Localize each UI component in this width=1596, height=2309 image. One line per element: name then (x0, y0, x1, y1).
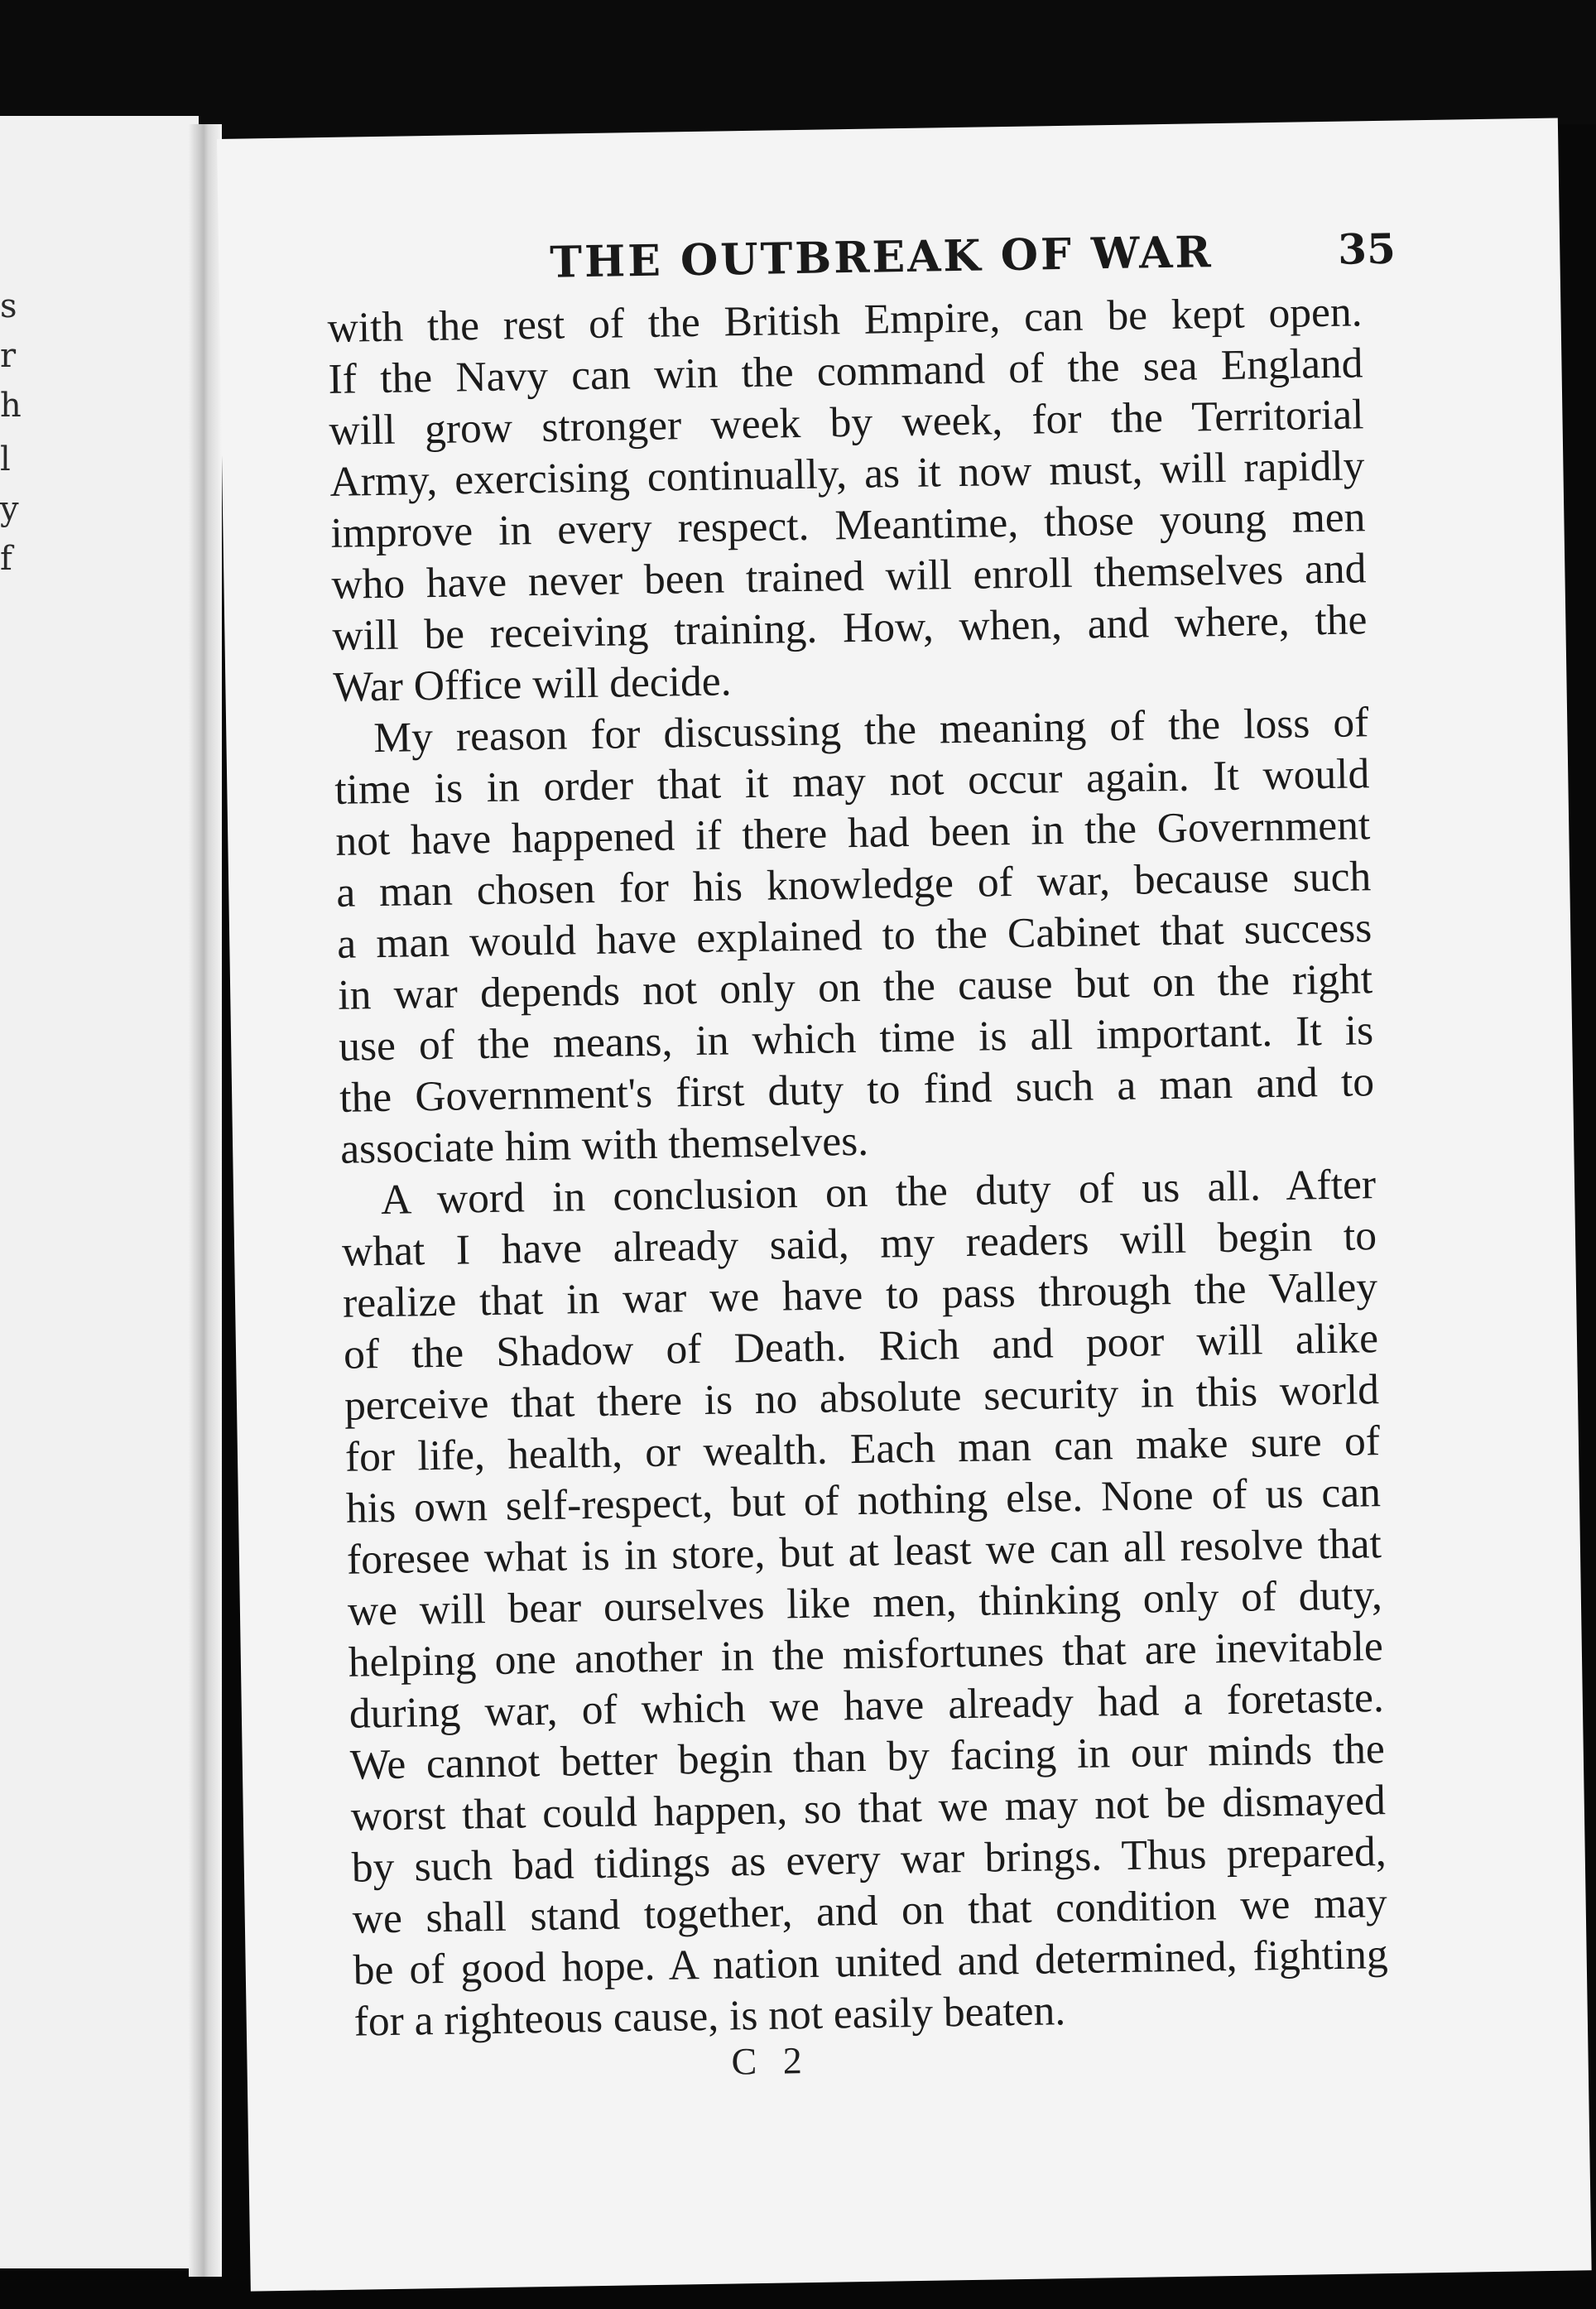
text-line: Army, exercising continually, as it now must, will rapidly (329, 442, 1365, 506)
scan-top-border (0, 0, 1596, 137)
text-line: If the Navy can win the command of the sea England (328, 339, 1363, 403)
text-line: associate him with themselves. (339, 1117, 869, 1173)
text-line: will be receiving training. How, when, and where, the (331, 596, 1368, 660)
text-line: foresee what is in store, but at least we can all resolve that (346, 1520, 1382, 1584)
text-line: a man chosen for his knowledge of war, because such (335, 853, 1372, 916)
left-margin-letter: l (0, 440, 11, 479)
text-line: We cannot better begin than by facing in our minds the (349, 1725, 1386, 1789)
left-margin-letter: y (0, 490, 19, 528)
text-line: worst that could happen, so that we may not be dismayed (350, 1777, 1387, 1840)
left-margin-letter: h (0, 387, 22, 425)
text-line: we will bear ourselves like men, thinking only of duty, (347, 1571, 1383, 1635)
text-line: his own self-respect, but of nothing else. None of us can (345, 1469, 1382, 1532)
book-gutter (189, 124, 222, 2277)
text-line: for a righteous cause, is not easily beaten. (353, 1987, 1066, 2046)
text-line: the Government's first duty to find such a man and to (339, 1058, 1375, 1122)
text-line: be of good hope. A nation united and determined, fighting (353, 1931, 1389, 1994)
left-margin-letter: r (0, 337, 17, 375)
text-line: with the rest of the British Empire, can be kept open. (327, 288, 1363, 352)
text-line: will grow stronger week by week, for the Territorial (329, 391, 1364, 455)
text-line: what I have already said, my readers will begin to (341, 1212, 1377, 1276)
text-line: improve in every respect. Meantime, those young men (330, 493, 1366, 557)
text-line: by such bad tidings as every war brings. Thus prepared, (351, 1828, 1387, 1892)
left-margin-letter: s (0, 287, 17, 325)
running-head: THE OUTBREAK OF WAR (549, 227, 1214, 288)
previous-page-edge (0, 116, 199, 2268)
page-number: 35 (1337, 224, 1396, 274)
book-page (217, 118, 1592, 2292)
left-margin-letter: f (0, 540, 12, 578)
text-line: for life, health, or wealth. Each man can make sure of (344, 1417, 1381, 1481)
text-line: during war, of which we have already had a foretaste. (349, 1674, 1385, 1738)
text-line: A word in conclusion on the duty of us all. After (380, 1161, 1377, 1224)
text-line: time is in order that it may not occur again. It would (334, 750, 1370, 814)
text-line: use of the means, in which time is all important. It is (338, 1007, 1374, 1070)
paragraph (334, 697, 1376, 1176)
text-line: perceive that there is no absolute security in this world (344, 1366, 1380, 1430)
paragraph (327, 286, 1368, 714)
text-line: a man would have explained to the Cabinet that success (336, 904, 1372, 968)
text-line: in war depends not only on the cause but on the right (337, 955, 1373, 1019)
text-line: War Office will decide. (332, 657, 732, 711)
text-line: not have happened if there had been in the Government (334, 801, 1371, 865)
text-line: realize that in war we have to pass through the Valley (342, 1263, 1378, 1327)
text-line: we shall stand together, and on that condition we may (352, 1879, 1388, 1943)
text-line: helping one another in the misfortunes that are inevitable (348, 1623, 1384, 1686)
text-line: who have never been trained will enroll themselves and (331, 545, 1367, 609)
signature-mark: C 2 (731, 2039, 811, 2083)
body-text (327, 286, 1389, 2047)
text-line: My reason for discussing the meaning of the loss of (373, 699, 1369, 762)
text-line: of the Shadow of Death. Rich and poor will alike (343, 1315, 1379, 1378)
paragraph (341, 1159, 1389, 2048)
